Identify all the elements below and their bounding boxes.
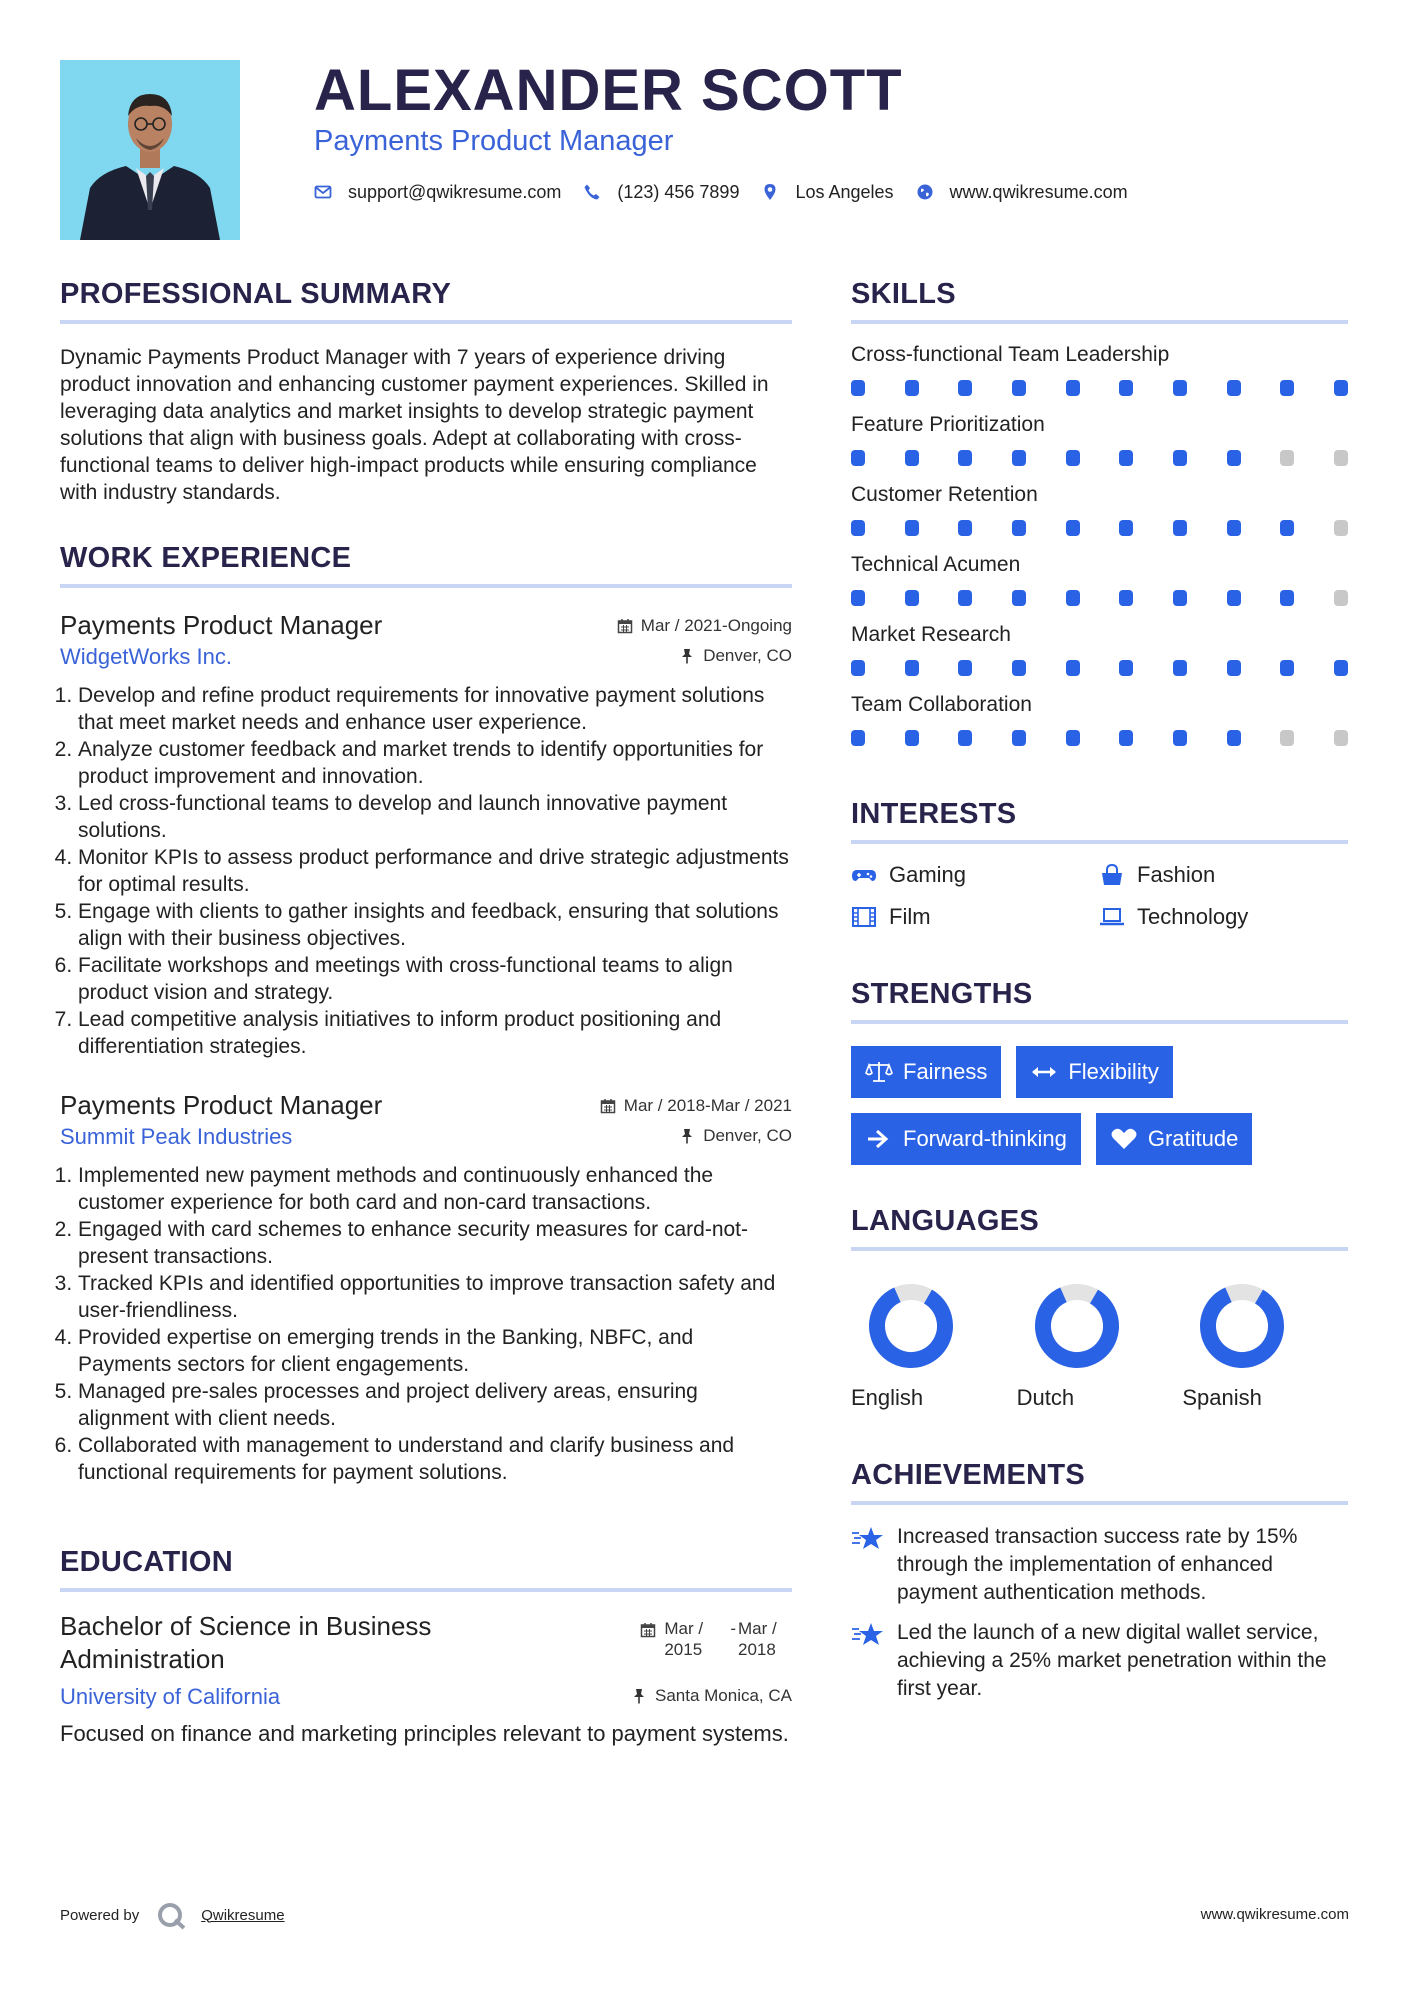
- strength-tag: [851, 1113, 1081, 1165]
- rating-dot-filled: [1227, 520, 1241, 536]
- job-dates-text: Mar / 2018-Mar / 2021: [623, 1096, 792, 1115]
- job-location-text: Denver, CO: [703, 646, 792, 665]
- skills-heading: SKILLS: [851, 276, 1348, 324]
- rating-dot-filled: [905, 660, 919, 676]
- rating-dot-filled: [851, 730, 865, 746]
- experience-heading: WORK EXPERIENCE: [60, 540, 792, 588]
- list-item: 4. Provided expertise on emerging trends in the Banking, NBFC, and Payments sectors for client engagements.: [78, 1324, 792, 1378]
- list-item: 2. Engaged with card schemes to enhance security measures for card-not-present transactions.: [78, 1216, 792, 1270]
- education-start: Mar / 2015: [664, 1619, 704, 1659]
- education-description: Focused on finance and marketing principles relevant to payment systems.: [60, 1721, 789, 1746]
- envelope-icon: [314, 183, 332, 201]
- powered-by-text: Powered by: [60, 1906, 140, 1924]
- contact-website[interactable]: [916, 182, 1128, 203]
- rating-dot-filled: [1280, 520, 1294, 536]
- language-proficiency-donut: [1032, 1281, 1122, 1371]
- job-location: [679, 1126, 792, 1146]
- strength-tag: [851, 1046, 1001, 1098]
- contact-phone[interactable]: [583, 182, 739, 203]
- summary-section: [60, 276, 792, 506]
- person-portrait-icon: [60, 60, 240, 240]
- skill-name: Cross-functional Team Leadership: [851, 343, 1170, 366]
- interest-label: Fashion: [1137, 862, 1216, 887]
- summary-heading: PROFESSIONAL SUMMARY: [60, 276, 792, 324]
- rating-dot-empty: [1334, 590, 1348, 606]
- strength-label: Forward-thinking: [903, 1126, 1067, 1151]
- education-location-text: Santa Monica, CA: [654, 1686, 792, 1705]
- rating-dot-filled: [1012, 520, 1026, 536]
- globe-icon: [916, 183, 934, 201]
- skill-name: Customer Retention: [851, 483, 1038, 506]
- rating-dot-empty: [1334, 520, 1348, 536]
- rating-dot-filled: [1280, 380, 1294, 396]
- skill-name: Technical Acumen: [851, 553, 1021, 576]
- balance-scale-icon: [865, 1060, 893, 1084]
- education-heading: EDUCATION: [60, 1544, 792, 1592]
- candidate-name: ALEXANDER SCOTT: [314, 58, 903, 123]
- brand-link[interactable]: Qwikresume: [201, 1906, 285, 1924]
- rating-dot-filled: [958, 380, 972, 396]
- rating-dot-filled: [1173, 450, 1187, 466]
- qwikresume-logo-icon: [155, 1900, 189, 1930]
- rating-dot-filled: [851, 450, 865, 466]
- strength-tag: [1096, 1113, 1253, 1165]
- rating-dot-filled: [1173, 380, 1187, 396]
- list-item: 4. Monitor KPIs to assess product performance and drive strategic adjustments for optimal results.: [78, 844, 792, 898]
- rating-dot-filled: [1012, 660, 1026, 676]
- list-item: 6. Collaborated with management to understand and clarify business and functional requirements for payment solutions.: [78, 1432, 792, 1486]
- list-item: 6. Facilitate workshops and meetings with cross-functional teams to align product vision and strategy.: [78, 952, 792, 1006]
- rating-dot-filled: [851, 660, 865, 676]
- language-name: Spanish: [1182, 1385, 1262, 1410]
- left-column: [60, 276, 792, 1747]
- rating-dot-filled: [1066, 730, 1080, 746]
- achievement-item: [851, 1619, 1348, 1703]
- rating-dot-filled: [1227, 660, 1241, 676]
- rating-dot-filled: [958, 730, 972, 746]
- achievement-item: [851, 1523, 1348, 1607]
- rating-dot-filled: [1012, 450, 1026, 466]
- rating-dot-filled: [905, 450, 919, 466]
- rating-dot-filled: [1119, 520, 1133, 536]
- rating-dot-filled: [1280, 660, 1294, 676]
- strengths-tags: [851, 1046, 1348, 1165]
- rating-dot-empty: [1280, 450, 1294, 466]
- film-icon: [851, 906, 877, 928]
- gamepad-icon: [851, 864, 877, 886]
- rating-dot-filled: [1119, 660, 1133, 676]
- strength-label: Fairness: [903, 1059, 988, 1084]
- contact-location: [761, 182, 893, 203]
- education-end: Mar / 2018: [738, 1619, 777, 1659]
- list-item: 2. Analyze customer feedback and market trends to identify opportunities for product improvement and innovation.: [78, 736, 792, 790]
- pushpin-icon: [631, 1688, 647, 1704]
- rating-dot-filled: [1334, 380, 1348, 396]
- job-bullets: [60, 682, 792, 1060]
- rating-dot-filled: [1227, 380, 1241, 396]
- rating-dot-filled: [958, 450, 972, 466]
- pushpin-icon: [679, 1128, 695, 1144]
- language-item: [851, 1281, 1017, 1411]
- contact-bar: [314, 180, 1150, 204]
- languages-section: [851, 1203, 1348, 1411]
- languages-list: [851, 1281, 1348, 1411]
- job-dates: [600, 1096, 792, 1116]
- map-marker-icon: [761, 183, 779, 201]
- list-item: 1. Implemented new payment methods and continuously enhanced the customer experience for both card and non-card transactions.: [78, 1162, 792, 1216]
- job-dates: [617, 616, 792, 636]
- job-role: Payments Product Manager: [60, 610, 383, 640]
- date-separator: -: [730, 1619, 736, 1638]
- location-text: Los Angeles: [795, 181, 894, 202]
- language-name: Dutch: [1016, 1385, 1075, 1410]
- interest-label: Gaming: [889, 862, 967, 887]
- candidate-title: Payments Product Manager: [314, 125, 674, 157]
- education-section: [60, 1544, 792, 1747]
- languages-heading: LANGUAGES: [851, 1203, 1348, 1251]
- shopping-bag-icon: [1099, 864, 1125, 886]
- rating-dot-filled: [1066, 450, 1080, 466]
- rating-dot-filled: [905, 380, 919, 396]
- laptop-icon: [1099, 906, 1125, 928]
- skill-rating: [851, 450, 1348, 466]
- rating-dot-filled: [958, 660, 972, 676]
- summary-text: Dynamic Payments Product Manager with 7 years of experience driving product innovation and enhancing customer payment experiences. Skilled in leveraging data analytics and market insights to develop strategic payment solutions that align with business goals. Adept at collaborating with cross-functional teams to deliver high-impact products while ensuring compliance with industry standards.: [60, 346, 769, 504]
- education-location: [631, 1686, 792, 1706]
- rating-dot-filled: [851, 590, 865, 606]
- heart-icon: [1110, 1127, 1138, 1151]
- rating-dot-filled: [1066, 590, 1080, 606]
- interest-item: [1099, 862, 1347, 888]
- job-company[interactable]: WidgetWorks Inc.: [60, 644, 232, 669]
- job-bullets: [60, 1162, 792, 1486]
- rating-dot-empty: [1334, 730, 1348, 746]
- list-item: 7. Lead competitive analysis initiatives to inform product positioning and differentiation strategies.: [78, 1006, 792, 1060]
- profile-photo: [60, 60, 240, 240]
- contact-email[interactable]: [314, 182, 561, 203]
- right-column: [851, 276, 1348, 1703]
- arrow-right-icon: [865, 1127, 893, 1151]
- language-proficiency-donut: [1197, 1281, 1287, 1371]
- list-item: 5. Engage with clients to gather insights and feedback, ensuring that solutions align with their business objectives.: [78, 898, 792, 952]
- rating-dot-filled: [905, 590, 919, 606]
- rating-dot-filled: [1227, 730, 1241, 746]
- skill-rating: [851, 380, 1348, 396]
- job-entry: [60, 1088, 792, 1486]
- job-dates-text: Mar / 2021-Ongoing: [640, 616, 792, 635]
- skill-rating: [851, 730, 1348, 746]
- rating-dot-filled: [1119, 450, 1133, 466]
- rating-dot-filled: [958, 590, 972, 606]
- skill-item: [851, 342, 1348, 396]
- star-icon: [851, 1525, 885, 1551]
- job-location: [679, 646, 792, 666]
- experience-section: [60, 540, 792, 1486]
- language-name: English: [851, 1385, 924, 1410]
- strengths-heading: STRENGTHS: [851, 976, 1348, 1024]
- rating-dot-empty: [1334, 450, 1348, 466]
- rating-dot-filled: [1066, 660, 1080, 676]
- skills-section: [851, 276, 1348, 746]
- job-entry: [60, 608, 792, 1060]
- rating-dot-filled: [1066, 520, 1080, 536]
- job-location-text: Denver, CO: [703, 1126, 792, 1145]
- star-icon: [851, 1621, 885, 1647]
- rating-dot-filled: [1280, 590, 1294, 606]
- calendar-icon: [640, 1622, 656, 1638]
- skill-item: [851, 622, 1348, 676]
- rating-dot-filled: [1012, 590, 1026, 606]
- achievement-text: Led the launch of a new digital wallet service, achieving a 25% market penetration within the first year.: [897, 1621, 1327, 1700]
- skill-rating: [851, 520, 1348, 536]
- interest-label: Film: [889, 904, 931, 929]
- list-item: 5. Managed pre-sales processes and project delivery areas, ensuring alignment with client needs.: [78, 1378, 792, 1432]
- list-item: 3. Led cross-functional teams to develop and launch innovative payment solutions.: [78, 790, 792, 844]
- skill-name: Team Collaboration: [851, 693, 1032, 716]
- calendar-icon: [617, 618, 633, 634]
- language-item: [1182, 1281, 1348, 1411]
- job-company[interactable]: Summit Peak Industries: [60, 1124, 293, 1149]
- interests-section: [851, 796, 1348, 930]
- rating-dot-filled: [958, 520, 972, 536]
- phone-icon: [583, 183, 601, 201]
- rating-dot-filled: [1012, 380, 1026, 396]
- skill-rating: [851, 590, 1348, 606]
- footer-website[interactable]: www.qwikresume.com: [1200, 1906, 1349, 1923]
- rating-dot-filled: [1119, 590, 1133, 606]
- interest-item: [1099, 904, 1347, 930]
- rating-dot-filled: [1334, 660, 1348, 676]
- rating-dot-filled: [1173, 520, 1187, 536]
- rating-dot-filled: [1066, 380, 1080, 396]
- rating-dot-filled: [1119, 380, 1133, 396]
- rating-dot-filled: [1173, 730, 1187, 746]
- rating-dot-filled: [1173, 660, 1187, 676]
- rating-dot-filled: [1227, 590, 1241, 606]
- skill-item: [851, 412, 1348, 466]
- interest-item: [851, 904, 1099, 930]
- strength-label: Gratitude: [1147, 1126, 1239, 1151]
- rating-dot-filled: [905, 730, 919, 746]
- rating-dot-filled: [1012, 730, 1026, 746]
- degree-title: Bachelor of Science in Business Administration: [60, 1611, 432, 1674]
- pushpin-icon: [679, 648, 695, 664]
- education-dates: [640, 1618, 792, 1676]
- rating-dot-empty: [1280, 730, 1294, 746]
- achievements-heading: ACHIEVEMENTS: [851, 1457, 1348, 1505]
- rating-dot-filled: [1119, 730, 1133, 746]
- language-proficiency-donut: [866, 1281, 956, 1371]
- achievement-text: Increased transaction success rate by 15% through the implementation of enhanced payment authentication methods.: [897, 1525, 1298, 1604]
- language-item: [1017, 1281, 1183, 1411]
- phone-text: (123) 456 7899: [617, 181, 740, 202]
- skill-name: Market Research: [851, 623, 1011, 646]
- rating-dot-filled: [851, 520, 865, 536]
- list-item: 1. Develop and refine product requirements for innovative payment solutions that meet market needs and enhance user experience.: [78, 682, 792, 736]
- rating-dot-filled: [905, 520, 919, 536]
- achievements-section: [851, 1457, 1348, 1703]
- interests-heading: INTERESTS: [851, 796, 1348, 844]
- calendar-icon: [600, 1098, 616, 1114]
- skill-item: [851, 552, 1348, 606]
- skill-name: Feature Prioritization: [851, 413, 1045, 436]
- interests-grid: [851, 862, 1348, 930]
- strength-label: Flexibility: [1068, 1059, 1159, 1084]
- email-text: support@qwikresume.com: [348, 181, 562, 202]
- rating-dot-filled: [851, 380, 865, 396]
- strengths-section: [851, 976, 1348, 1165]
- interest-label: Technology: [1137, 904, 1249, 929]
- footer-powered-by: [60, 1900, 285, 1930]
- list-item: 3. Tracked KPIs and identified opportunities to improve transaction safety and user-friendliness.: [78, 1270, 792, 1324]
- rating-dot-filled: [1173, 590, 1187, 606]
- rating-dot-filled: [1227, 450, 1241, 466]
- website-text: www.qwikresume.com: [949, 181, 1128, 202]
- skill-item: [851, 482, 1348, 536]
- skills-list: [851, 342, 1348, 746]
- arrows-horizontal-icon: [1030, 1060, 1058, 1084]
- strength-tag: [1016, 1046, 1172, 1098]
- skill-rating: [851, 660, 1348, 676]
- job-role: Payments Product Manager: [60, 1090, 383, 1120]
- skill-item: [851, 692, 1348, 746]
- school-name[interactable]: University of California: [60, 1684, 281, 1709]
- interest-item: [851, 862, 1099, 888]
